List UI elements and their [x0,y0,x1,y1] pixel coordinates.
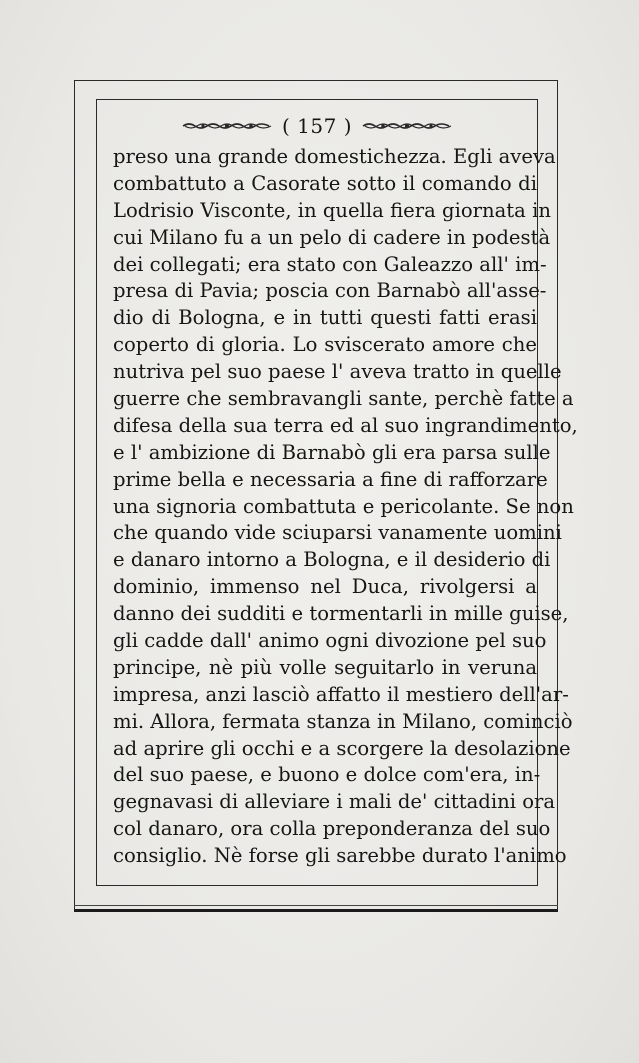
right-ornament-icon [361,121,453,131]
text-line: e l' ambizione di Barnabò gli era parsa sulle [113,440,551,464]
text-line: del suo paese, e buono e dolce com'era, in- [113,763,541,787]
text-line: gli cadde dall' animo ogni divozione pel suo [113,629,547,653]
text-line: prime bella e necessaria a fine di rafforzare [113,467,548,491]
page-header [96,114,538,138]
text-line: Lodrisio Visconte, in quella fiera giornata in [113,198,551,222]
text-line: una signoria combattuta e pericolante. Se non [113,494,574,518]
text-line: difesa della sua terra ed al suo ingrandimento, [113,413,578,437]
text-line: impresa, anzi lasciò affatto il mestiero dell'ar- [113,682,569,706]
outer-border-rule [74,905,558,906]
text-line: dei collegati; era stato con Galeazzo all' im- [113,252,547,276]
text-line: combattuto a Casorate sotto il comando di [113,171,537,195]
text-line: gegnavasi di alleviare i mali de' cittadini ora [113,790,556,814]
text-line: consiglio. Nè forse gli sarebbe durato l'animo [113,844,567,868]
text-line: presa di Pavia; poscia con Barnabò all'asse- [113,279,547,303]
text-line: danno dei sudditi e tormentarli in mille guise, [113,602,569,626]
text-line: coperto di gloria. Lo sviscerato amore che [113,333,537,357]
text-line: che quando vide sciuparsi vanamente uomini [113,521,562,545]
text-line: dominio, immenso nel Duca, rivolgersi a [113,575,537,599]
text-line: dio di Bologna, e in tutti questi fatti erasi [113,306,537,330]
page-number: ( 157 ) [282,114,352,138]
text-line: mi. Allora, fermata stanza in Milano, cominciò [113,709,573,733]
text-line: preso una grande domestichezza. Egli aveva [113,145,556,168]
left-ornament-icon [181,121,273,131]
text-line: ad aprire gli occhi e a scorgere la desolazione [113,736,571,760]
text-line: guerre che sembravangli sante, perchè fatte a [113,387,574,411]
body-text [113,144,578,870]
text-line: e danaro intorno a Bologna, e il desiderio di [113,548,551,572]
text-line: nutriva pel suo paese l' aveva tratto in quelle [113,360,562,384]
text-line: col danaro, ora colla preponderanza del suo [113,817,551,841]
text-line: cui Milano fu a un pelo di cadere in podestà [113,225,551,249]
text-line: principe, nè più volle seguitarlo in veruna [113,655,537,679]
